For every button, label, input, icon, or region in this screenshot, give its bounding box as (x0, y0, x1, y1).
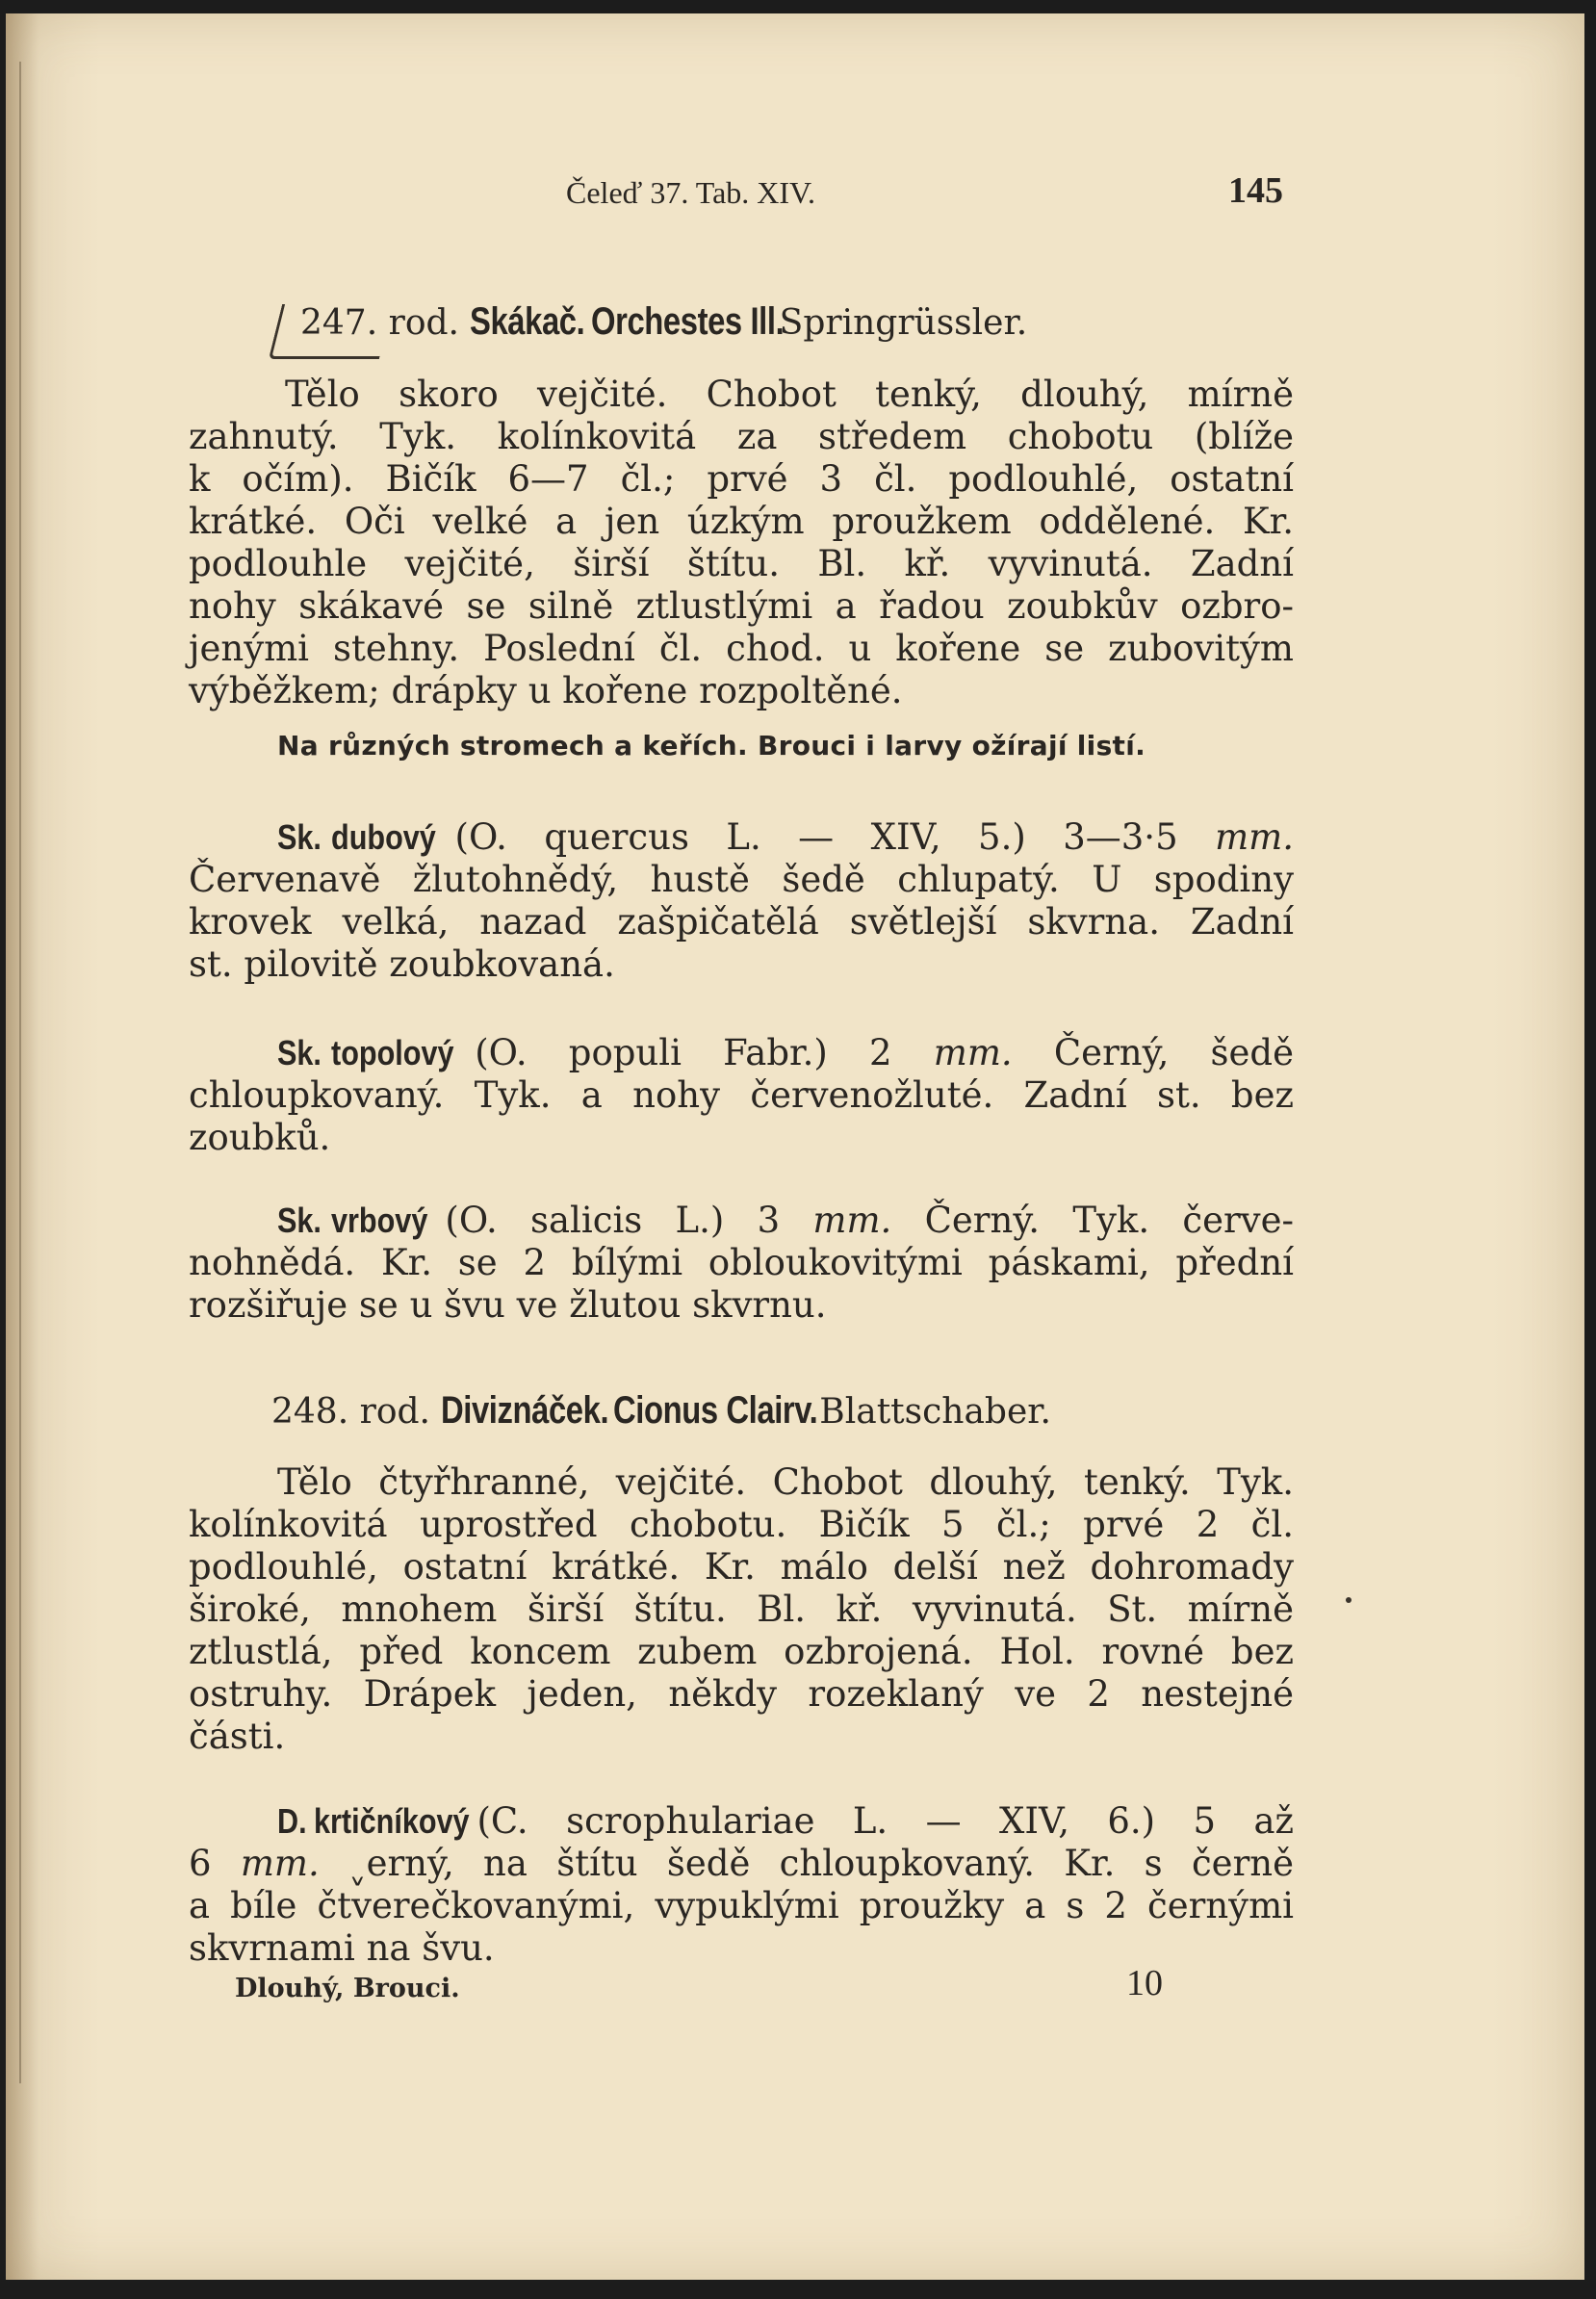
genus-german-name: Springrüssler. (779, 303, 1028, 343)
sheet-number: 10 (1126, 1963, 1163, 2003)
unit: mm. (933, 1032, 1013, 1073)
species-name: vrbový (331, 1201, 428, 1240)
genus-latin-name: Orchestes Ill. (590, 300, 785, 343)
species-krticnikovy-line2 (189, 1843, 1294, 1885)
text-line: chloupkovaný. Tyk. a nohy červenožluté. Zadní st. bez (189, 1074, 1294, 1116)
text-line: zoubků. (189, 1117, 331, 1158)
species-abbr: Sk. (277, 817, 322, 857)
text-line: a bíle čtverečkovanými, vypuklými proužky a s 2 černými (189, 1885, 1294, 1926)
text-line: Červenavě žlutohnědý, hustě šedě chlupatý. U spodiny (189, 859, 1294, 900)
species-details: Černý, šedě (1012, 1032, 1294, 1073)
text-line: podlouhle vejčité, širší štítu. Bl. kř. vyvinutá. Zadní (189, 543, 1294, 584)
genus-german-name: Blattschaber. (819, 1392, 1051, 1432)
species-abbr: Sk. (277, 1201, 322, 1240)
text-line: rozšiřuje se u švu ve žlutou skvrnu. (189, 1284, 827, 1326)
species-abbr: Sk. (277, 1033, 322, 1072)
book-page (6, 13, 1584, 2280)
text-line: Tělo skoro vejčité. Chobot tenký, dlouhý, mírně (285, 374, 1294, 415)
habitat-note: Na různých stromech a keřích. Brouci i larvy ožírají listí. (277, 730, 1146, 762)
text-line: výběžkem; drápky u kořene rozpoltěné. (189, 670, 903, 711)
genus-number: 248. (271, 1392, 349, 1432)
species-krticnikovy-heading (277, 1800, 1294, 1843)
genus-rank: rod. (359, 1392, 430, 1432)
genus-247-title (300, 297, 1027, 348)
text-line: zahnutý. Tyk. kolínkovitá za středem chobotu (blíže (189, 416, 1294, 457)
species-abbr: D. (277, 1801, 307, 1841)
species-topolovy-heading (277, 1032, 1294, 1074)
text-line: ostruhy. Drápek jeden, někdy rozeklaný ve 2 nestejné (189, 1673, 1294, 1715)
text-line: části. (189, 1716, 286, 1757)
species-details: (O. salicis L.) 3 (412, 1200, 813, 1241)
text-line: skvrnami na švu. (189, 1927, 495, 1969)
text-line: jenými stehny. Poslední čl. chod. u kořene se zubovitým (189, 628, 1294, 669)
species-dubovy-heading (277, 816, 1294, 859)
genus-rank: rod. (388, 303, 459, 343)
text-line: st. pilovitě zoubkovaná. (189, 943, 615, 985)
genus-czech-name: Skákač. (470, 300, 585, 343)
stray-ink-dot (1346, 1597, 1351, 1603)
signature-line: Dlouhý, Brouci. (235, 1974, 460, 2003)
species-details: Černý. Tyk. červe- (891, 1200, 1294, 1241)
text-line: široké, mnohem širší štítu. Bl. kř. vyvinutá. St. mírně (189, 1589, 1294, 1630)
unit: mm. (1215, 816, 1294, 858)
text-line: Tělo čtyřhranné, vejčité. Chobot dlouhý, tenký. Tyk. (277, 1461, 1294, 1503)
text-line: kolínkovitá uprostřed chobotu. Bičík 5 čl.; prvé 2 čl. (189, 1504, 1294, 1545)
species-details: ˬerný, na štítu šedě chloupkovaný. Kr. s černě (319, 1843, 1294, 1884)
genus-latin-name: Cionus Clairv. (612, 1389, 818, 1432)
page-fold-line (19, 62, 21, 2083)
text-line: nohy skákavé se silně ztlustlými a řadou zoubkův ozbro- (189, 585, 1294, 627)
unit: mm. (240, 1843, 320, 1884)
species-vrbovy-heading (277, 1200, 1294, 1242)
text-line: krátké. Oči velké a jen úzkým proužkem oddělené. Kr. (189, 501, 1294, 542)
species-name: dubový (331, 817, 436, 857)
genus-czech-name: Diviznáček. (441, 1389, 609, 1432)
running-header: Čeleď 37. Tab. XIV. (566, 175, 816, 210)
species-details: (O. populi Fabr.) 2 (433, 1032, 934, 1073)
text-line: ztlustlá, před koncem zubem ozbrojená. Hol. rovné bez (189, 1631, 1294, 1672)
page-spine-shadow (6, 13, 39, 2280)
text-line: nohnědá. Kr. se 2 bílými obloukovitými páskami, přední (189, 1242, 1294, 1283)
text-line: podlouhlé, ostatní krátké. Kr. málo delší než dohromady (189, 1546, 1294, 1588)
species-details: (C. scrophulariae L. — XIV, 6.) 5 až (439, 1800, 1294, 1842)
text-line: k očím). Bičík 6—7 čl.; prvé 3 čl. podlouhlé, ostatní (189, 458, 1294, 500)
species-details: (O. quercus L. — XIV, 5.) 3—3·5 (418, 816, 1216, 858)
unit: mm. (812, 1200, 892, 1241)
size-number: 6 (189, 1843, 241, 1884)
species-name: topolový (331, 1033, 454, 1072)
text-line: krovek velká, nazad zašpičatělá světlejší skvrna. Zadní (189, 901, 1294, 943)
genus-number: 247. (300, 303, 378, 343)
species-name: krtičníkový (314, 1801, 470, 1841)
genus-248-title (271, 1386, 1051, 1436)
page-number: 145 (1228, 170, 1283, 211)
